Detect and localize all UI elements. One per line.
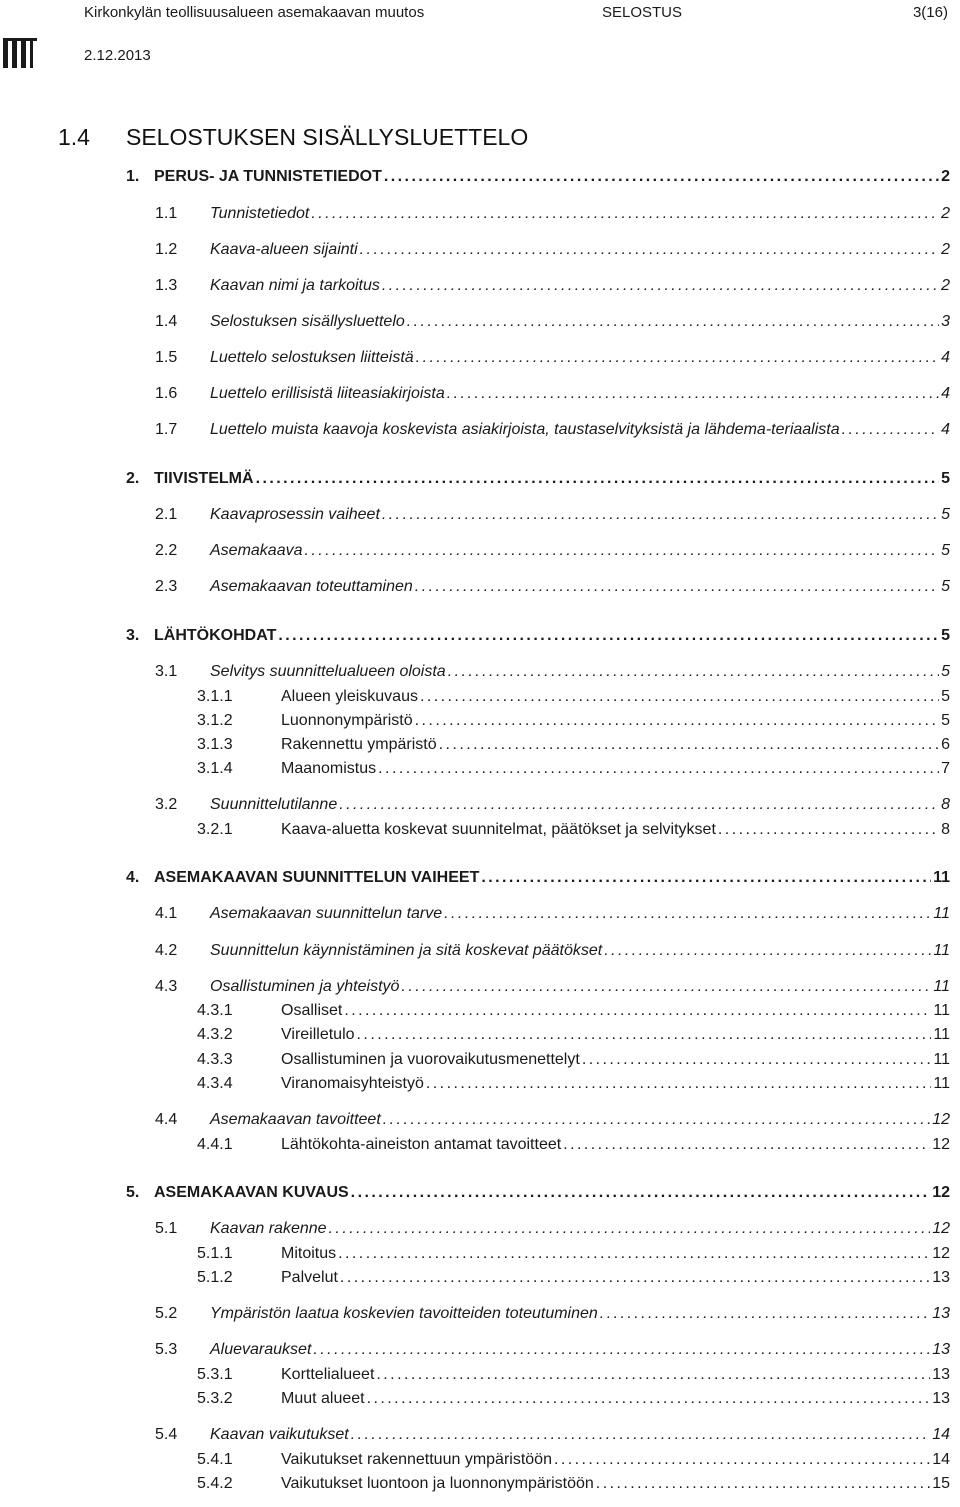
toc-entry-number: 4.2 <box>155 942 178 959</box>
toc-dot-leader <box>367 1390 931 1408</box>
toc-entry-number: 5.2 <box>155 1305 178 1322</box>
toc-entry-number: 4.3.3 <box>197 1051 233 1068</box>
toc-entry-page: 7 <box>941 760 950 777</box>
document-title: Kirkonkylän teollisuusalueen asemakaavan muutos <box>84 4 425 21</box>
toc-entry-number: 2. <box>126 470 140 487</box>
toc-dot-leader <box>376 1366 930 1384</box>
toc-entry-page: 11 <box>933 905 950 922</box>
toc-dot-leader <box>384 168 939 186</box>
toc-entry[interactable] <box>155 313 950 331</box>
toc-entry-page: 2 <box>941 277 950 294</box>
toc-entry[interactable] <box>197 712 950 730</box>
toc-entry-title: Asemakaavan tavoitteet <box>210 1111 381 1128</box>
toc-entry-number: 5.4 <box>155 1426 178 1443</box>
toc-entry-title: ASEMAKAAVAN SUUNNITTELUN VAIHEET <box>154 869 480 886</box>
toc-entry-page: 4 <box>941 385 950 402</box>
toc-entry-number: 4.3.2 <box>197 1026 233 1043</box>
toc-dot-leader <box>407 313 939 331</box>
toc-entry-page: 5 <box>941 470 950 487</box>
toc-entry[interactable] <box>197 1451 950 1469</box>
toc-entry-title: LÄHTÖKOHDAT <box>154 627 277 644</box>
toc-entry-number: 4. <box>126 869 140 886</box>
toc-dot-leader <box>329 1220 931 1238</box>
toc-entry[interactable] <box>197 1245 950 1263</box>
toc-entry-title: Ympäristön laatua koskevien tavoitteiden toteutuminen <box>210 1305 598 1322</box>
toc-entry[interactable] <box>155 578 950 596</box>
toc-entry[interactable] <box>197 688 950 706</box>
toc-entry-number: 4.4 <box>155 1111 178 1128</box>
toc-entry-title: Rakennettu ympäristö <box>281 736 437 753</box>
toc-entry-page: 11 <box>933 942 950 959</box>
toc-dot-leader <box>554 1451 930 1469</box>
toc-entry[interactable] <box>197 760 950 778</box>
toc-entry-number: 4.1 <box>155 905 178 922</box>
toc-entry-page: 8 <box>941 796 950 813</box>
toc-entry[interactable] <box>155 421 950 439</box>
toc-entry-title: Viranomaisyhteistyö <box>281 1075 424 1092</box>
toc-entry-number: 5.1 <box>155 1220 178 1237</box>
toc-entry[interactable] <box>155 1426 950 1444</box>
toc-entry-page: 14 <box>932 1451 950 1468</box>
toc-entry-number: 3.2 <box>155 796 178 813</box>
toc-entry[interactable] <box>155 978 950 996</box>
toc-entry-title: Osallistuminen ja yhteistyö <box>210 978 400 995</box>
toc-entry-page: 2 <box>941 168 950 185</box>
toc-entry[interactable] <box>197 821 950 839</box>
toc-entry[interactable] <box>155 1305 950 1323</box>
toc-entry-number: 4.3.4 <box>197 1075 233 1092</box>
toc-entry-title: Kaavan vaikutukset <box>210 1426 349 1443</box>
toc-dot-leader <box>481 869 931 887</box>
toc-entry-number: 5.3.1 <box>197 1366 233 1383</box>
toc-entry[interactable] <box>197 1002 950 1020</box>
toc-dot-leader <box>718 821 939 839</box>
toc-entry[interactable] <box>197 1475 950 1493</box>
toc-entry-number: 5. <box>126 1184 140 1201</box>
toc-entry-number: 2.3 <box>155 578 178 595</box>
toc-entry-page: 12 <box>932 1220 950 1237</box>
toc-entry-title: Vaikutukset rakennettuun ympäristöön <box>281 1451 552 1468</box>
toc-entry-title: Luettelo selostuksen liitteistä <box>210 349 414 366</box>
toc-dot-leader <box>448 663 939 681</box>
toc-entry-number: 1. <box>126 168 140 185</box>
toc-entry[interactable] <box>155 796 950 814</box>
toc-entry-number: 5.3 <box>155 1341 178 1358</box>
toc-entry[interactable] <box>155 1220 950 1238</box>
toc-entry-title: Vaikutukset luontoon ja luonnonympäristöön <box>281 1475 594 1492</box>
toc-dot-leader <box>357 1026 932 1044</box>
toc-entry-number: 5.1.2 <box>197 1269 233 1286</box>
toc-entry-page: 3 <box>941 313 950 330</box>
toc-dot-leader <box>382 506 939 524</box>
toc-entry-page: 11 <box>933 978 950 995</box>
toc-entry-page: 11 <box>933 1075 950 1092</box>
toc-entry-page: 5 <box>941 712 950 729</box>
toc-entry-number: 1.4 <box>155 313 178 330</box>
toc-dot-leader <box>338 1245 930 1263</box>
toc-entry-number: 1.5 <box>155 349 178 366</box>
toc-entry-title: Lähtökohta-aineiston antamat tavoitteet <box>281 1136 562 1153</box>
toc-entry[interactable] <box>155 905 950 923</box>
toc-entry-page: 6 <box>941 736 950 753</box>
toc-entry[interactable] <box>155 1341 950 1359</box>
toc-entry-title: Selostuksen sisällysluettelo <box>210 313 405 330</box>
toc-entry-number: 1.1 <box>155 205 178 222</box>
toc-entry-title: PERUS- JA TUNNISTETIEDOT <box>154 168 382 185</box>
toc-entry-page: 13 <box>932 1366 950 1383</box>
toc-dot-leader <box>401 978 931 996</box>
toc-entry-page: 14 <box>932 1426 950 1443</box>
toc-entry-title: Kaavan rakenne <box>210 1220 327 1237</box>
toc-dot-leader <box>278 627 939 645</box>
toc-entry-page: 5 <box>941 578 950 595</box>
toc-dot-leader <box>415 712 939 730</box>
toc-dot-leader <box>351 1184 931 1202</box>
toc-entry-number: 4.4.1 <box>197 1136 233 1153</box>
toc-entry-title: Vireilletulo <box>281 1026 355 1043</box>
toc-dot-leader <box>340 1269 930 1287</box>
toc-dot-leader <box>360 241 939 259</box>
toc-entry-page: 11 <box>933 1026 950 1043</box>
toc-dot-leader <box>313 1341 930 1359</box>
toc-entry-title: Osallistuminen ja vuorovaikutusmenettelyt <box>281 1051 580 1068</box>
toc-entry-page: 5 <box>941 627 950 644</box>
toc-entry-page: 2 <box>941 241 950 258</box>
toc-entry-page: 2 <box>941 205 950 222</box>
toc-dot-leader <box>305 542 940 560</box>
toc-entry[interactable] <box>126 470 950 488</box>
toc-entry-title: Mitoitus <box>281 1245 337 1262</box>
toc-entry-title: Kaava-alueen sijainti <box>210 241 358 258</box>
toc-entry-title: Suunnittelun käynnistäminen ja sitä koskevat päätökset <box>210 942 603 959</box>
toc-entry-title: Alueen yleiskuvaus <box>281 688 418 705</box>
toc-dot-leader <box>426 1075 932 1093</box>
toc-entry-number: 1.2 <box>155 241 178 258</box>
toc-entry-page: 5 <box>941 663 950 680</box>
toc-entry-page: 5 <box>941 688 950 705</box>
toc-entry[interactable] <box>155 942 950 960</box>
toc-entry[interactable] <box>155 349 950 367</box>
toc-entry-number: 2.1 <box>155 506 178 523</box>
document-date: 2.12.2013 <box>84 47 151 64</box>
toc-entry-title: TIIVISTELMÄ <box>154 470 254 487</box>
toc-entry-number: 1.7 <box>155 421 178 438</box>
toc-entry[interactable] <box>197 1026 950 1044</box>
toc-dot-leader <box>582 1051 932 1069</box>
toc-entry-page: 13 <box>932 1341 950 1358</box>
toc-entry[interactable] <box>155 241 950 259</box>
document-type: SELOSTUS <box>602 4 683 21</box>
toc-entry-page: 13 <box>932 1305 950 1322</box>
toc-entry-title: Asemakaava <box>210 542 303 559</box>
toc-dot-leader <box>842 421 939 439</box>
toc-dot-leader <box>447 385 939 403</box>
toc-entry-page: 4 <box>941 421 950 438</box>
toc-entry-number: 5.3.2 <box>197 1390 233 1407</box>
toc-entry-title: Aluevaraukset <box>210 1341 312 1358</box>
toc-entry-title: Selvitys suunnittelualueen oloista <box>210 663 446 680</box>
toc-entry-title: Palvelut <box>281 1269 338 1286</box>
toc-entry[interactable] <box>155 1111 950 1129</box>
toc-entry[interactable] <box>126 627 950 645</box>
toc-entry-number: 3.2.1 <box>197 821 233 838</box>
toc-dot-leader <box>256 470 940 488</box>
toc-entry-title: Kaavan nimi ja tarkoitus <box>210 277 380 294</box>
toc-entry-title: Kaavaprosessin vaiheet <box>210 506 380 523</box>
toc-entry-title: ASEMAKAAVAN KUVAUS <box>154 1184 349 1201</box>
toc-entry[interactable] <box>197 1269 950 1287</box>
toc-entry-title: Muut alueet <box>281 1390 365 1407</box>
toc-entry-page: 13 <box>932 1390 950 1407</box>
toc-entry[interactable] <box>126 1184 950 1202</box>
toc-dot-leader <box>596 1475 930 1493</box>
toc-entry-title: Maanomistus <box>281 760 377 777</box>
toc-entry[interactable] <box>155 385 950 403</box>
toc-entry-title: Luettelo muista kaavoja koskevista asiakirjoista, taustaselvityksistä ja lähdema-teriaalista <box>210 421 840 438</box>
toc-entry-page: 5 <box>941 506 950 523</box>
toc-entry-page: 13 <box>932 1269 950 1286</box>
toc-dot-leader <box>378 760 939 778</box>
toc-dot-leader <box>415 578 939 596</box>
toc-entry-page: 4 <box>941 349 950 366</box>
toc-entry-number: 1.3 <box>155 277 178 294</box>
toc-entry-title: Tunnistetiedot <box>210 205 310 222</box>
toc-entry[interactable] <box>197 1366 950 1384</box>
toc-entry[interactable] <box>155 205 950 223</box>
toc-dot-leader <box>604 942 931 960</box>
toc-entry-number: 3. <box>126 627 140 644</box>
toc-dot-leader <box>383 1111 930 1129</box>
toc-entry[interactable] <box>155 663 950 681</box>
toc-dot-leader <box>563 1136 930 1154</box>
toc-entry-page: 8 <box>941 821 950 838</box>
toc-entry[interactable] <box>126 168 950 186</box>
toc-entry-number: 1.6 <box>155 385 178 402</box>
page-number: 3(16) <box>912 4 948 21</box>
toc-dot-leader <box>382 277 939 295</box>
toc-entry-page: 12 <box>932 1111 950 1128</box>
toc-dot-leader <box>344 1002 931 1020</box>
toc-entry-number: 4.3 <box>155 978 178 995</box>
toc-entry-page: 11 <box>933 869 950 886</box>
toc-dot-leader <box>439 736 939 754</box>
toc-entry-number: 5.4.2 <box>197 1475 233 1492</box>
toc-entry-number: 3.1.4 <box>197 760 233 777</box>
toc-dot-leader <box>351 1426 930 1444</box>
toc-entry-page: 12 <box>932 1245 950 1262</box>
toc-entry[interactable] <box>197 1075 950 1093</box>
toc-entry-number: 5.1.1 <box>197 1245 233 1262</box>
toc-dot-leader <box>444 905 931 923</box>
toc-entry-title: Luettelo erillisistä liiteasiakirjoista <box>210 385 445 402</box>
toc-entry[interactable] <box>197 1136 950 1154</box>
toc-entry-page: 15 <box>932 1475 950 1492</box>
toc-entry-number: 3.1 <box>155 663 178 680</box>
toc-entry-page: 11 <box>933 1051 950 1068</box>
toc-entry[interactable] <box>197 1390 950 1408</box>
municipal-logo-icon <box>3 38 37 68</box>
toc-entry[interactable] <box>197 736 950 754</box>
toc-dot-leader <box>600 1305 930 1323</box>
section-heading <box>58 124 528 151</box>
toc-entry-number: 3.1.2 <box>197 712 233 729</box>
toc-entry-title: Asemakaavan toteuttaminen <box>210 578 413 595</box>
toc-entry-title: Luonnonympäristö <box>281 712 413 729</box>
toc-entry-number: 2.2 <box>155 542 178 559</box>
toc-entry[interactable] <box>197 1051 950 1069</box>
toc-entry[interactable] <box>155 542 950 560</box>
toc-entry-page: 11 <box>933 1002 950 1019</box>
section-number: 1.4 <box>58 124 90 150</box>
toc-entry-title: Kaava-aluetta koskevat suunnitelmat, päätökset ja selvitykset <box>281 821 716 838</box>
toc-entry[interactable] <box>155 277 950 295</box>
toc-dot-leader <box>311 205 939 223</box>
toc-entry[interactable] <box>155 506 950 524</box>
toc-entry-title: Asemakaavan suunnittelun tarve <box>210 905 443 922</box>
toc-entry-title: Korttelialueet <box>281 1366 375 1383</box>
section-title: SELOSTUKSEN SISÄLLYSLUETTELO <box>126 124 529 150</box>
toc-entry-number: 4.3.1 <box>197 1002 233 1019</box>
toc-entry-page: 12 <box>932 1184 950 1201</box>
toc-entry-page: 5 <box>941 542 950 559</box>
toc-entry-title: Osalliset <box>281 1002 343 1019</box>
toc-entry-title: Suunnittelutilanne <box>210 796 338 813</box>
toc-entry-number: 3.1.1 <box>197 688 233 705</box>
toc-entry-number: 3.1.3 <box>197 736 233 753</box>
toc-entry-number: 5.4.1 <box>197 1451 233 1468</box>
toc-dot-leader <box>416 349 939 367</box>
toc-entry[interactable] <box>126 869 950 887</box>
toc-dot-leader <box>420 688 939 706</box>
toc-entry-page: 12 <box>932 1136 950 1153</box>
toc-dot-leader <box>339 796 939 814</box>
